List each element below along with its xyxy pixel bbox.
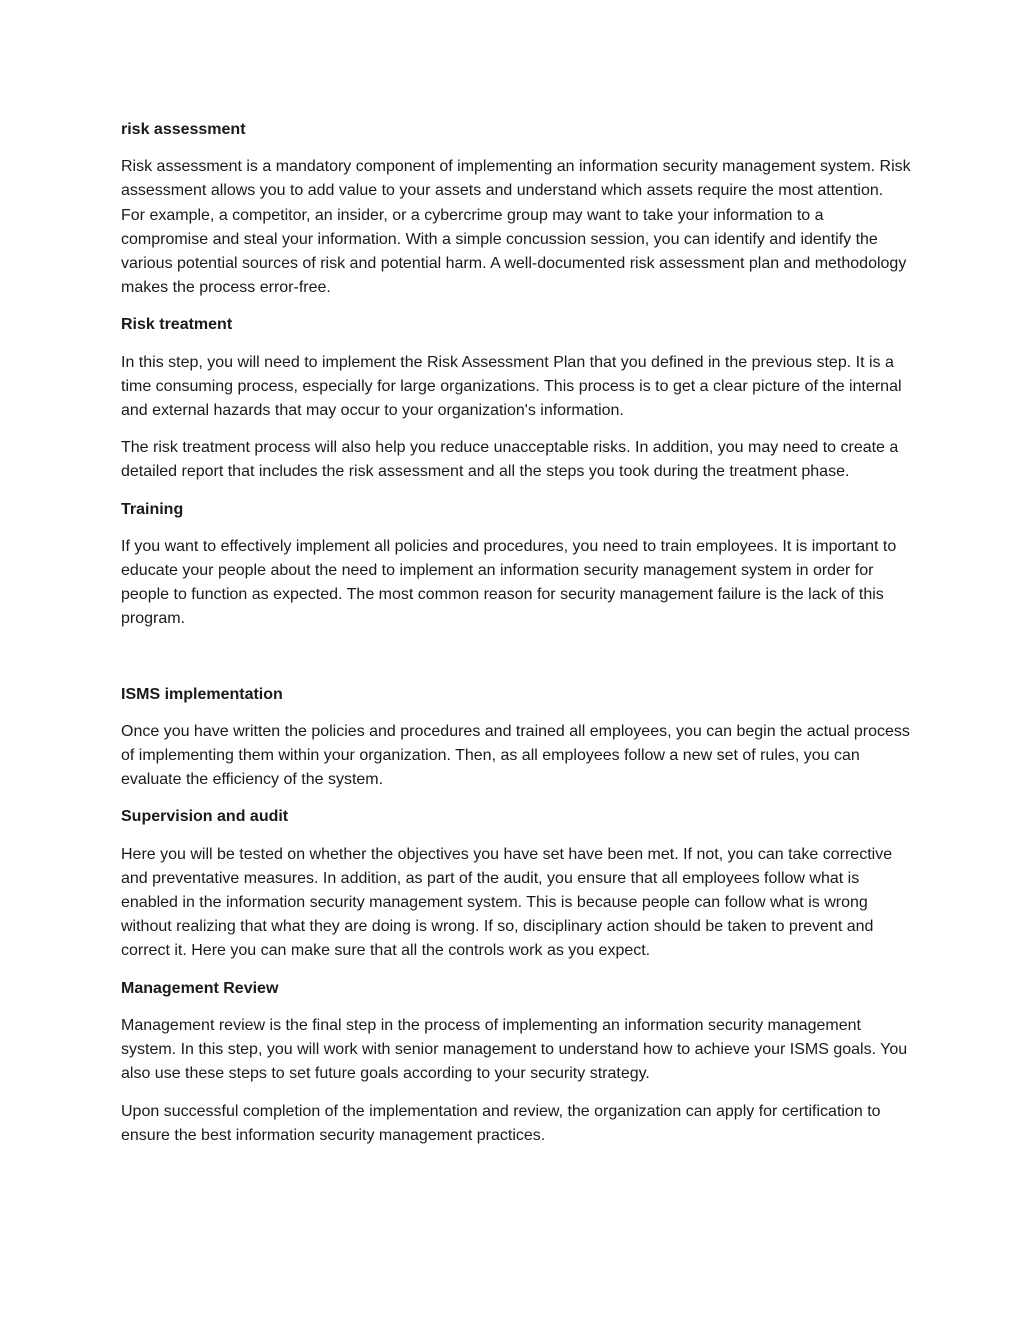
blank-spacer (121, 645, 911, 683)
heading-isms-implementation: ISMS implementation (121, 685, 283, 703)
paragraph: If you want to effectively implement all policies and procedures, you need to train employees. It is important to educate your people about the need to implement an information security management system in order for people to function as expected. The most common reason for security management failure is the lack of this program. (121, 537, 897, 628)
paragraph: Management review is the final step in the process of implementing an information security management system. In this step, you will work with senior management to understand how to achieve your ISMS goals. You also use these steps to set future goals according to your security strategy. (121, 1016, 908, 1083)
paragraph: Risk assessment is a mandatory component of implementing an information security management system. Risk assessment allows you to add value to your assets and understand which assets require the most attention. For example, a competitor, an insider, or a cybercrime group may want to take your information to a compromise and steal your information. With a simple concussion session, you can identify and identify the various potential sources of risk and potential harm. A well-documented risk assessment plan and methodology makes the process error-free. (121, 158, 911, 297)
paragraph: Here you will be tested on whether the objectives you have set have been met. If not, you can take corrective and preventative measures. In addition, as part of the audit, you ensure that all employees follow what is enabled in the information security management system. This is because people can follow what is wrong without realizing that what they are doing is wrong. If so, disciplinary action should be taken to prevent and correct it. Here you can make sure that all the controls work as you expect. (121, 845, 893, 960)
paragraph: Upon successful completion of the implementation and review, the organization can apply for certification to ensure the best information security management practices. (121, 1102, 881, 1144)
heading-training: Training (121, 500, 184, 518)
heading-risk-treatment: Risk treatment (121, 316, 233, 334)
heading-management-review: Management Review (121, 979, 279, 997)
heading-supervision-and-audit: Supervision and audit (121, 808, 289, 826)
paragraph: The risk treatment process will also help you reduce unacceptable risks. In addition, you may need to create a detailed report that includes the risk assessment and all the steps you took during the treatment phase. (121, 439, 899, 481)
paragraph: Once you have written the policies and procedures and trained all employees, you can begin the actual process of implementing them within your organization. Then, as all employees follow a new set of rules, you can evaluate the efficiency of the system. (121, 722, 910, 789)
paragraph: In this step, you will need to implement the Risk Assessment Plan that you defined in the previous step. It is a time consuming process, especially for large organizations. This process is to get a clear picture of the internal and external hazards that may occur to your organization's information. (121, 353, 902, 420)
document-body (121, 118, 911, 1161)
heading-risk-assessment: risk assessment (121, 121, 246, 138)
